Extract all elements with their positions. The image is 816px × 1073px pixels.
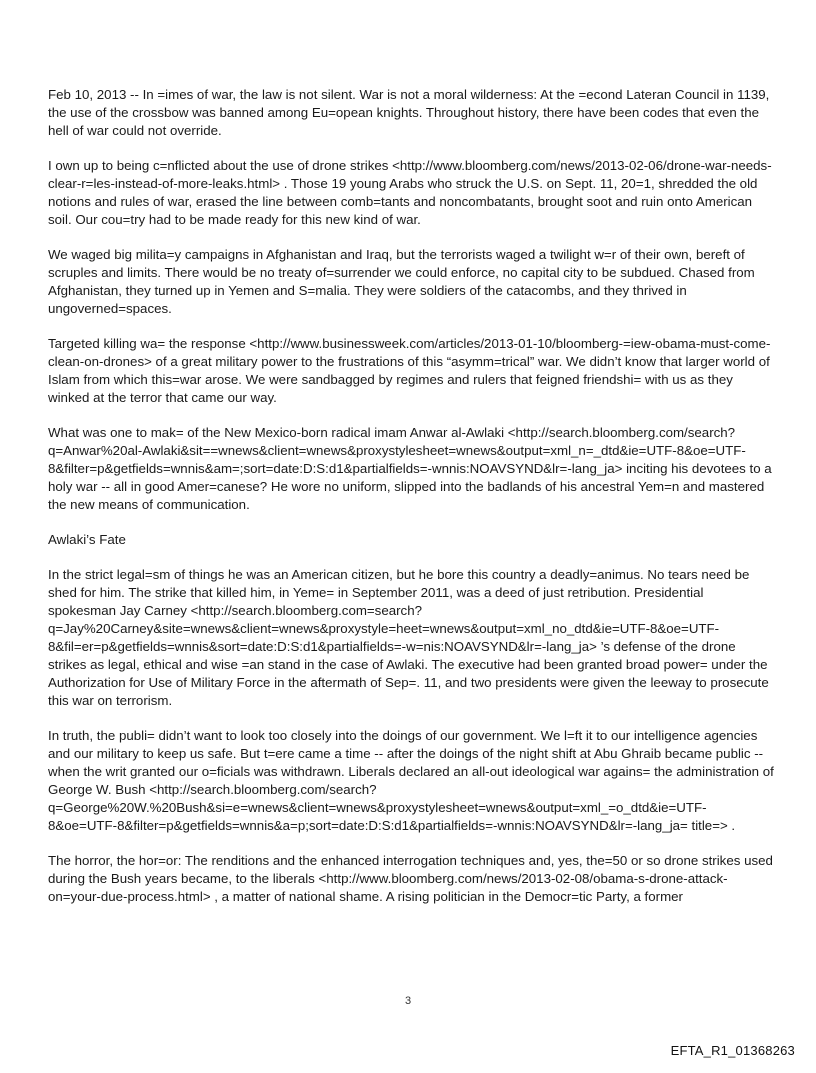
bates-stamp: EFTA_R1_01368263 (670, 1043, 795, 1058)
paragraph-legalism: In the strict legal=sm of things he was an American citizen, but he bore this country a deadly=animus. No tears need be shed for him. The strike that killed him, in Yeme= in September 2011, was a deed of just retribution. Presidential spokesman Jay Carney <http://search.bloomberg.com=search?q=Jay%20Carney&site=wnews&client=wnews&proxystyle=heet=wnews&output=xml_no_dtd&ie=UTF-8&oe=UTF-8&fil=er=p&getfields=wnnis&sort=date:D:S:d1&partialfields=-w=nis:NOAVSYND&lr=-lang_ja> ’s defense of the drone strikes as legal, ethical and wise =an stand in the case of Awlaki. The executive had been granted broad power= under the Authorization for Use of Military Force in the aftermath of Sep=. 11, and two presidents were given the leeway to prosecute this war on terrorism. (48, 567, 769, 708)
paragraph-awlaki-intro: What was one to mak= of the New Mexico-born radical imam Anwar al-Awlaki <http://search.bloomberg.com/search?q=Anwar%20al-Awlaki&sit==wnews&client=wnews&proxystylesheet=wnews&output=xml_n=_dtd&ie=UTF-8&oe=UTF-8&filter=p&getfields=wnnis&am=;sort=date:D:S:d1&partialfields=-wnnis:NOAVSYND&lr=-lang_ja> inciting his devotees to a holy war -- all in good Amer=canese? He wore no uniform, slipped into the badlands of his ancestral Yem=n and mastered the new means of communication. (48, 425, 772, 512)
paragraph-laws-of-war: Feb 10, 2013 -- In =imes of war, the law is not silent. War is not a moral wilderness: At the =econd Lateran Council in 1139, the use of the crossbow was banned among Eu=opean knights. Throughout history, there have been codes that even the hell of war could not override. (48, 87, 770, 138)
document-body (48, 86, 774, 923)
paragraph-horror: The horror, the hor=or: The renditions and the enhanced interrogation techniques and, yes, the=50 or so drone strikes used during the Bush years became, to the liberals <http://www.bloomberg.com/news/2013-02-08/obama-s-drone-attack-on=your-due-process.html> , a matter of national shame. A rising politician in the Democr=tic Party, a former (48, 853, 773, 904)
paragraph-targeted-killing: Targeted killing wa= the response <http://www.businessweek.com/articles/2013-01-10/bloomberg-=iew-obama-must-come-clean-on-drones> of a great military power to the frustrations of this “asymm=trical” war. We didn’t know that larger world of Islam from which this=war arose. We were sandbagged by regimes and rulers that feigned friendshi= with us as they winked at the terror that came our way. (48, 336, 771, 405)
paragraph-public-oversight: In truth, the publi= didn’t want to look too closely into the doings of our government. We l=ft it to our intelligence agencies and our military to keep us safe. But t=ere came a time -- after the doings of the night shift at Abu Ghraib became public -- when the writ granted our o=ficials was withdrawn. Liberals declared an all-out ideological war agains= the administration of George W. Bush <http://search.bloomberg.com/search?q=George%20W.%20Bush&si=e=wnews&client=wnews&proxystylesheet=wnews&output=xml_=o_dtd&ie=UTF-8&oe=UTF-8&filter=p&getfields=wnnis&a=p;sort=date:D:S:d1&partialfields=-wnnis:NOAVSYND&lr=-lang_ja= title=> . (48, 728, 774, 833)
paragraph-drone-strikes-conflict: I own up to being c=nflicted about the use of drone strikes <http://www.bloomberg.com/news/2013-02-06/drone-war-needs-clear-r=les-instead-of-more-leaks.html> . Those 19 young Arabs who struck the U.S. on Sept. 11, 20=1, shredded the old notions and rules of war, erased the line between comb=tants and noncombatants, brought soot and ruin onto American soil. Our cou=try had to be made ready for this new kind of war. (48, 158, 772, 227)
section-heading-awlakis-fate: Awlaki’s Fate (48, 532, 126, 547)
paragraph-military-campaigns: We waged big milita=y campaigns in Afghanistan and Iraq, but the terrorists waged a twilight w=r of their own, bereft of scruples and limits. There would be no treaty of=surrender we could enforce, no capital city to be subdued. Chased from Afghanistan, they turned up in Yemen and S=malia. They were soldiers of the catacombs, and they thrived in ungoverned=spaces. (48, 247, 755, 316)
page-number: 3 (404, 995, 412, 1007)
